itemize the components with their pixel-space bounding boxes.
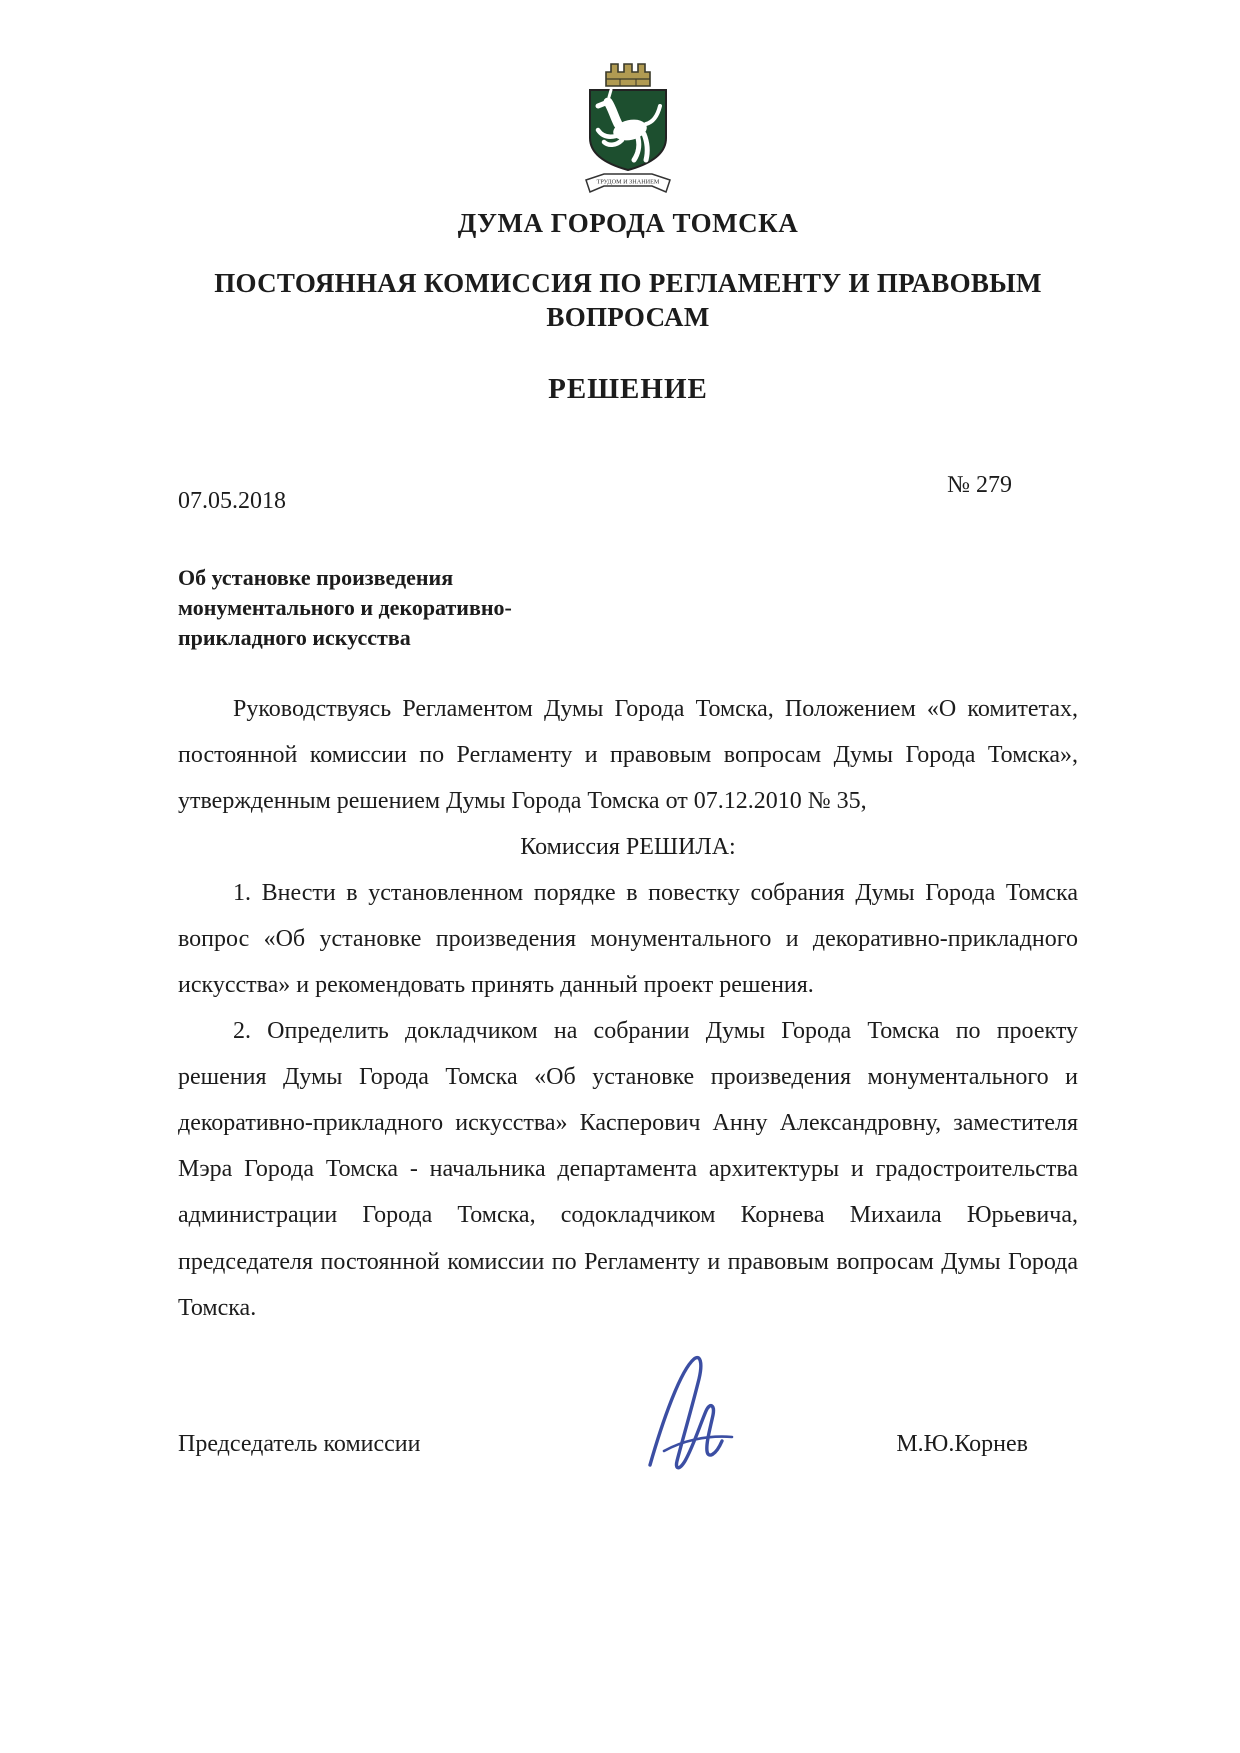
motto-ribbon-icon — [586, 174, 670, 192]
handwritten-signature-icon — [636, 1353, 746, 1475]
resolution-heading: Комиссия РЕШИЛА: — [520, 833, 736, 860]
signer-title: Председатель комиссии — [178, 1430, 421, 1457]
preamble-paragraph: Руководствуясь Регламентом Думы Города Томска, Положением «О комитетах, постоянной комиссии по Регламенту и правовым вопросам Думы Города Томска», утвержденным решением Думы Города Томска от 07.12.2010 № 35, — [178, 695, 1078, 814]
document-type-heading: РЕШЕНИЕ — [548, 372, 708, 405]
organization-title: ДУМА ГОРОДА ТОМСКА — [457, 208, 799, 238]
signer-name: М.Ю.Корнев — [896, 1430, 1028, 1457]
crown-icon — [606, 64, 650, 86]
document-date: 07.05.2018 — [178, 487, 286, 514]
tomsk-coat-of-arms-icon — [578, 50, 678, 198]
date-number-row — [178, 471, 1078, 515]
commission-title: ПОСТОЯННАЯ КОМИССИЯ ПО РЕГЛАМЕНТУ И ПРАВОВЫМ ВОПРОСАМ — [214, 268, 1042, 332]
signature-row — [178, 1431, 1078, 1458]
document-subject: Об установке произведения монументального и декоративно-прикладного искусства — [178, 564, 512, 651]
resolution-item-1: 1. Внести в установленном порядке в повестку собрания Думы Города Томска вопрос «Об установке произведения монументального и декоративно-прикладного искусства» и рекомендовать принять данный проект решения. — [178, 879, 1078, 999]
resolution-item-2: 2. Определить докладчиком на собрании Думы Города Томска по проекту решения Думы Города Томска «Об установке произведения монументального и декоративно-прикладного искусства» Касперович Анну Александровну, заместителя Мэра Города Томска - начальника департамента архитектуры и градостроительства администрации Города Томска, содокладчиком Корнева Михаила Юрьевича, председателя постоянной комиссии по Регламенту и правовым вопросам Думы Города Томска. — [178, 1018, 1078, 1321]
document-number: № 279 — [947, 471, 1012, 498]
crest-motto-text: ТРУДОМ И ЗНАНИЕМ — [596, 178, 660, 186]
document-content — [178, 50, 1078, 1458]
shield-icon — [590, 90, 666, 170]
